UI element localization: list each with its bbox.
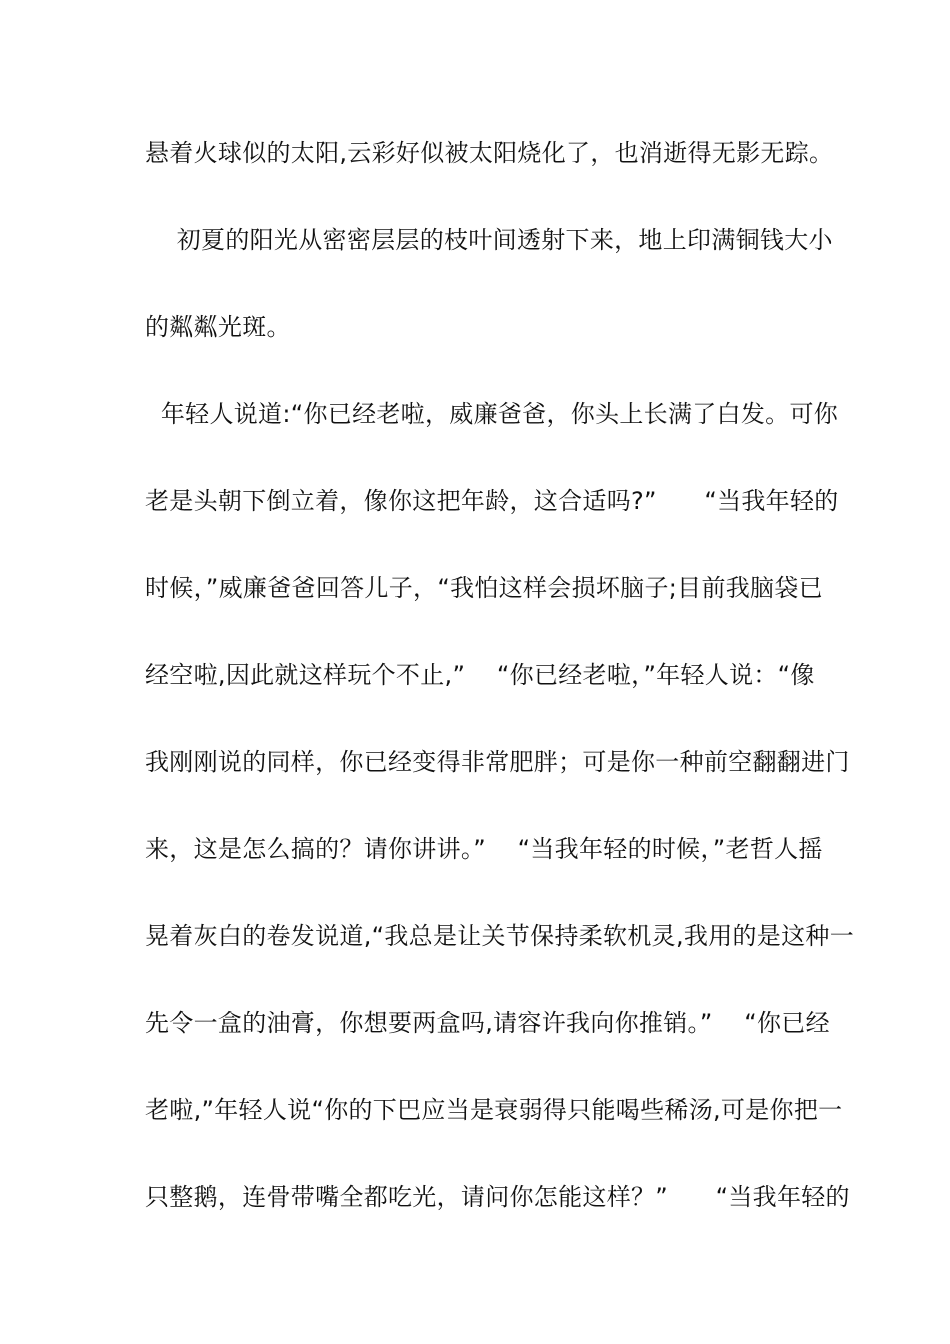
text-line: 我刚刚说的同样，你已经变得非常肥胖；可是你一种前空翻翻进门: [145, 748, 850, 776]
text-line: 悬着火球似的太阳,云彩好似被太阳烧化了，也消逝得无影无踪。: [145, 139, 834, 167]
text-line: 年轻人说道:“你已经老啦，威廉爸爸，你头上长满了白发。可你: [145, 400, 839, 428]
text-line: 老是头朝下倒立着，像你这把年龄，这合适吗?” “当我年轻的: [145, 487, 839, 515]
text-line: 时候，”威廉爸爸回答儿子，“我怕这样会损坏脑子;目前我脑袋已: [145, 574, 823, 602]
text-line: 来，这是怎么搞的？请你讲讲。” “当我年轻的时候，”老哲人摇: [145, 835, 823, 863]
text-line: 只整鹅，连骨带嘴全都吃光，请问你怎能这样？” “当我年轻的: [145, 1183, 850, 1211]
text-line: 晃着灰白的卷发说道,“我总是让关节保持柔软机灵,我用的是这种一: [145, 922, 854, 950]
text-line: 的粼粼光斑。: [145, 313, 291, 341]
text-line: 经空啦,因此就这样玩个不止,” “你已经老啦，”年轻人说：“像: [145, 661, 815, 689]
text-line: 老啦,”年轻人说“你的下巴应当是衰弱得只能喝些稀汤,可是你把一: [145, 1096, 843, 1124]
text-line: 先令一盒的油膏，你想要两盒吗,请容许我向你推销。” “你已经: [145, 1009, 830, 1037]
text-line: 初夏的阳光从密密层层的枝叶间透射下来，地上印满铜钱大小: [145, 226, 833, 254]
